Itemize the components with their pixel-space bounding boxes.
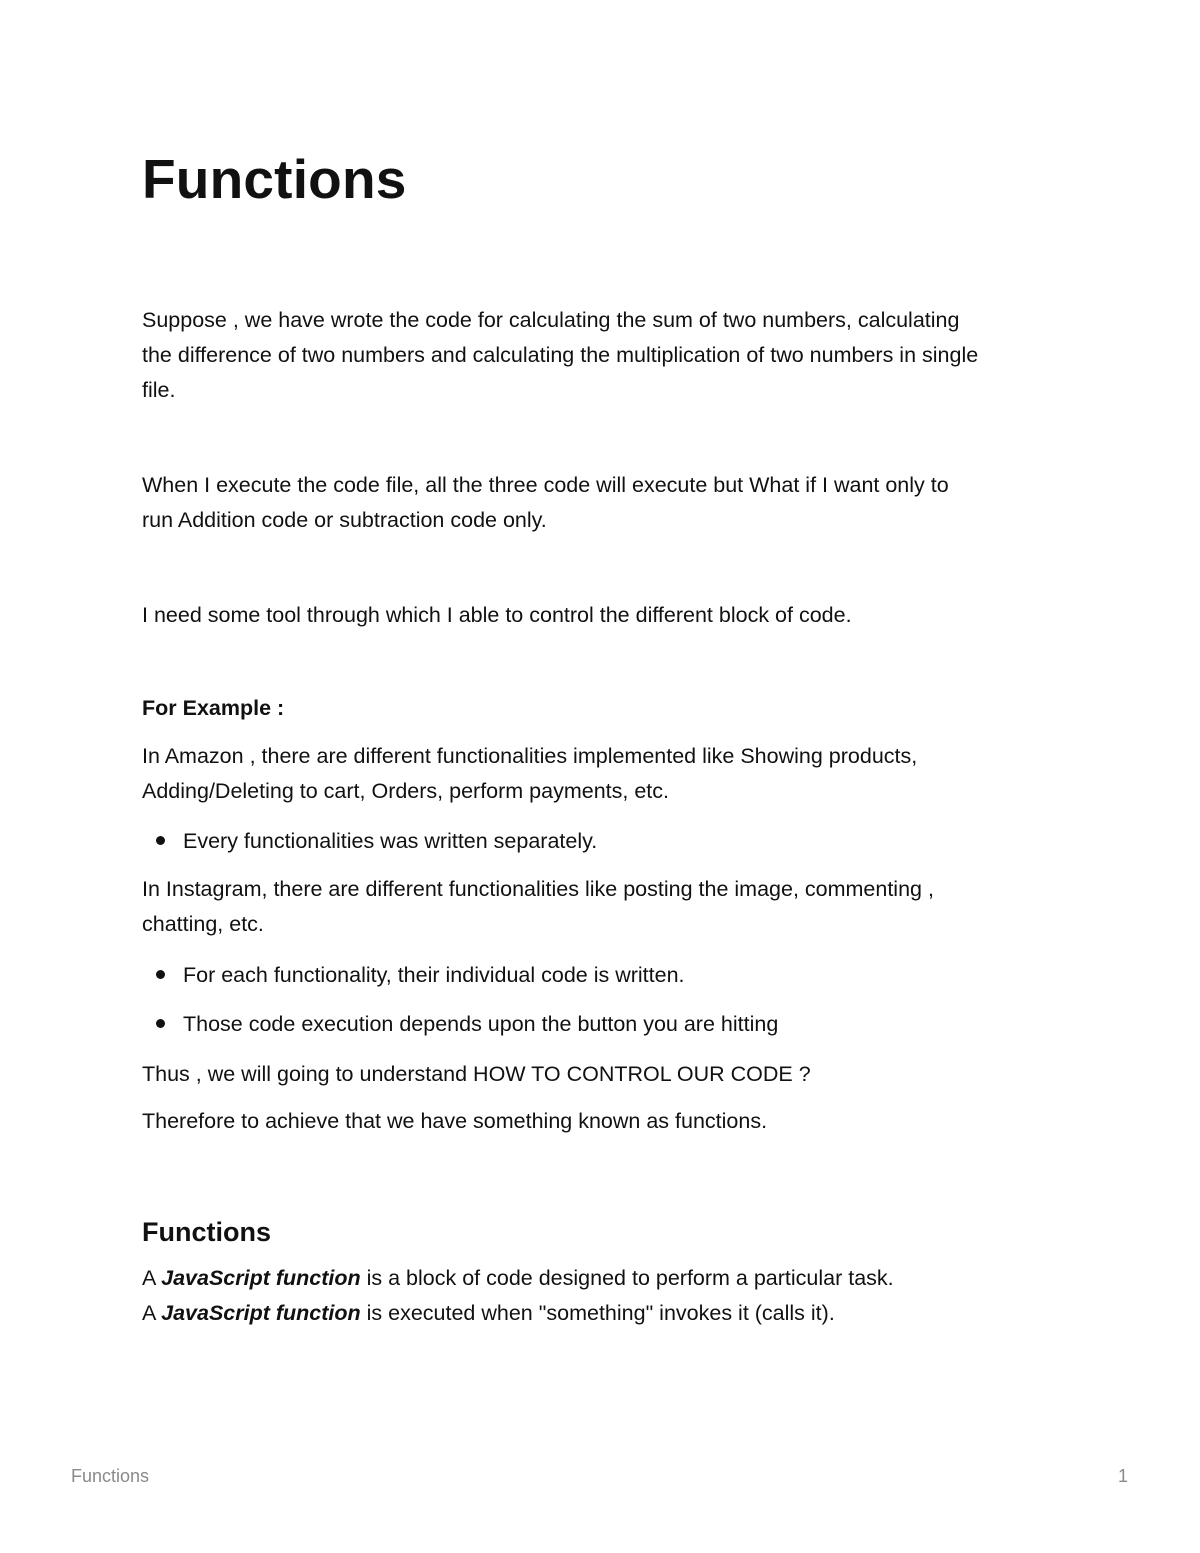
footer-page-number: 1 bbox=[1118, 1466, 1129, 1486]
instagram-paragraph bbox=[142, 872, 934, 942]
definition-term: JavaScript function bbox=[161, 1301, 361, 1325]
definition-prefix: A bbox=[142, 1301, 162, 1325]
amazon-line-1: In Amazon , there are different functionalities implemented like Showing products, bbox=[142, 744, 918, 768]
footer-doc-name: Functions bbox=[71, 1466, 150, 1486]
section-heading: Functions bbox=[142, 1217, 271, 1247]
execute-paragraph bbox=[142, 468, 949, 538]
bullet-icon bbox=[156, 836, 165, 845]
definition-prefix: A bbox=[142, 1266, 162, 1290]
intro-paragraph bbox=[142, 303, 978, 408]
definition-term: JavaScript function bbox=[161, 1266, 361, 1290]
definition-line-1 bbox=[142, 1261, 894, 1296]
bullet-text: For each functionality, their individual code is written. bbox=[183, 963, 685, 987]
definition-line-2 bbox=[142, 1296, 835, 1331]
therefore-paragraph: Therefore to achieve that we have something known as functions. bbox=[142, 1109, 768, 1133]
execute-line-2: run Addition code or subtraction code only. bbox=[142, 508, 547, 532]
page-title: Functions bbox=[142, 148, 407, 210]
intro-line-1: Suppose , we have wrote the code for calculating the sum of two numbers, calculating bbox=[142, 308, 960, 332]
amazon-line-2: Adding/Deleting to cart, Orders, perform payments, etc. bbox=[142, 779, 669, 803]
definition-suffix: is executed when "something" invokes it (calls it). bbox=[360, 1301, 835, 1325]
instagram-line-1: In Instagram, there are different functionalities like posting the image, commenting , bbox=[142, 877, 934, 901]
bullet-icon bbox=[156, 970, 165, 979]
thus-paragraph: Thus , we will going to understand HOW TO CONTROL OUR CODE ? bbox=[142, 1062, 811, 1086]
example-label: For Example : bbox=[142, 696, 285, 720]
intro-line-3: file. bbox=[142, 378, 176, 402]
amazon-paragraph bbox=[142, 739, 917, 809]
instagram-line-2: chatting, etc. bbox=[142, 912, 264, 936]
intro-line-2: the difference of two numbers and calculating the multiplication of two numbers in single bbox=[142, 343, 979, 367]
definition-suffix: is a block of code designed to perform a particular task. bbox=[360, 1266, 894, 1290]
tool-paragraph: I need some tool through which I able to control the different block of code. bbox=[142, 603, 852, 627]
bullet-text: Those code execution depends upon the button you are hitting bbox=[183, 1012, 779, 1036]
bullet-text: Every functionalities was written separately. bbox=[183, 829, 598, 853]
bullet-icon bbox=[156, 1019, 165, 1028]
execute-line-1: When I execute the code file, all the three code will execute but What if I want only to bbox=[142, 473, 949, 497]
